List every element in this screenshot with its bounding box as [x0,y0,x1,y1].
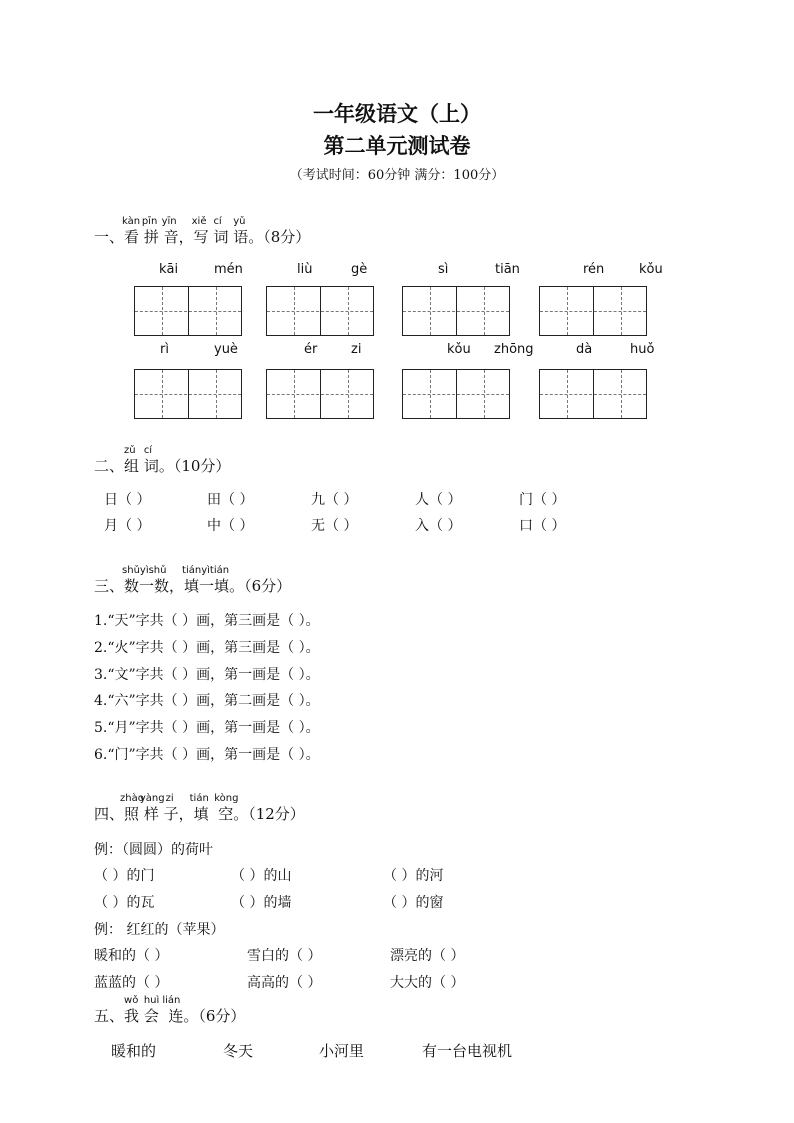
section4-score: 。（12分） [233,805,305,823]
pinyin-label: zi [351,342,362,357]
section1-prefix: 一、 [94,228,125,246]
match-item[interactable]: 冬天 [223,1042,254,1060]
section4-char: tián 填 [189,793,209,823]
section3-char: tiányìtián 填一填 [182,565,230,595]
pinyin: xiě [191,216,207,227]
section1-char: cí 词 [213,216,229,246]
section3-char: shǔyìshǔ 数一数 [122,565,170,595]
example-line: 例： 红红的（苹果） [94,922,225,938]
phrase-blank[interactable]: 大大的（ ） [390,975,465,991]
word-blank[interactable]: 入（ ） [415,518,462,534]
section5-score: 。（6分） [183,1007,246,1025]
pinyin: yīn [161,216,177,227]
pinyin: yàng [139,793,165,804]
section2-char: zǔ 组 [124,445,140,475]
section4-char: kòng 空 [214,793,239,823]
pinyin-label: gè [351,262,368,277]
pinyin-label: mén [214,262,243,277]
match-item[interactable]: 有一台电视机 [422,1042,513,1060]
pinyin-label: yuè [214,342,238,357]
pinyin: zi [165,793,174,804]
phrase-blank[interactable]: （ ）的窗 [383,895,444,911]
section2-char: cí 词 [143,445,159,475]
stroke-question[interactable]: 5.“月”字共（ ）画，第一画是（ ）。 [94,720,320,736]
section3-prefix: 三、 [94,577,125,595]
section5-heading [94,995,246,1026]
page-title: 一年级语文（上） [313,101,481,126]
phrase-blank[interactable]: 雪白的（ ） [247,948,322,964]
stroke-question[interactable]: 3.“文”字共（ ）画，第一画是（ ）。 [94,667,320,683]
word-blank[interactable]: 中（ ） [207,518,254,534]
word-blank[interactable]: 口（ ） [519,518,566,534]
pinyin: kòng [214,793,239,804]
pinyin: cí [213,216,222,227]
pinyin-label: kǒu [447,342,471,357]
section5-char: huì 会 [143,995,160,1025]
pinyin: lián [162,995,181,1006]
phrase-blank[interactable]: （ ）的墙 [231,895,292,911]
pinyin: tiányìtián [182,565,230,576]
section2-heading [94,445,231,476]
section5-prefix: 五、 [94,1007,125,1025]
pinyin-label: kǒu [639,262,663,277]
word-blank[interactable]: 门（ ） [519,492,566,508]
section3-score: 。（6分） [229,577,292,595]
pinyin: kàn [122,216,141,227]
pinyin-label: huǒ [630,342,655,357]
stroke-question[interactable]: 1.“天”字共（ ）画，第三画是（ ）。 [94,613,320,629]
section4-char: zhào 照 [120,793,144,823]
stroke-question[interactable]: 6.“门”字共（ ）画，第一画是（ ）。 [94,747,320,763]
pinyin: tián [189,793,209,804]
pinyin: wǒ [124,995,139,1006]
pinyin: shǔyìshǔ [122,565,167,576]
word-blank[interactable]: 月（ ） [104,518,151,534]
word-blank[interactable]: 无（ ） [311,518,358,534]
phrase-blank[interactable]: （ ）的山 [231,868,292,884]
writing-box[interactable] [539,286,647,336]
pinyin-label: tiān [495,262,520,277]
phrase-blank[interactable]: （ ）的瓦 [94,895,155,911]
writing-box[interactable] [266,369,374,419]
section3-heading: 三、 shǔyìshǔ 数一数， tiányìtián 填一填。（6分） [94,565,292,595]
section2-score: 。（10分） [158,457,231,475]
section1-heading: 一、 kàn 看 pīn 拼 yīn 音， xiě 写 cí 词 yǔ 语。（8分） [94,216,311,246]
section4-heading: 四、 zhào 照 yàng 样 zi 子， tián 填 kòng 空。（12分） [94,793,305,823]
pinyin-label: sì [438,262,449,277]
section4-char: yàng 样 [139,793,165,823]
pinyin: cí [143,445,153,456]
pinyin: pīn [141,216,158,227]
phrase-blank[interactable]: 暖和的（ ） [94,948,169,964]
section1-char: yīn 音 [161,216,179,246]
match-item[interactable]: 暖和的 [111,1042,157,1060]
writing-box[interactable] [402,286,510,336]
pinyin-label: zhōng [494,342,534,357]
writing-box[interactable] [266,286,374,336]
pinyin-label: kāi [159,262,179,277]
example-line: 例：（圆圆）的荷叶 [94,842,213,858]
word-blank[interactable]: 日（ ） [104,492,151,508]
pinyin: yǔ [233,216,246,227]
pinyin: zǔ [124,445,136,456]
section1-score: 。（8分） [248,228,311,246]
section4-prefix: 四、 [94,805,125,823]
section4-char: zi 子 [163,793,179,823]
section1-char: kàn 看 [122,216,141,246]
pinyin-label: dà [576,342,593,357]
writing-box[interactable] [402,369,510,419]
writing-box[interactable] [134,369,242,419]
stroke-question[interactable]: 2.“火”字共（ ）画，第三画是（ ）。 [94,640,320,656]
section5-char: wǒ 我 [124,995,140,1025]
section2-prefix: 二、 [94,457,125,475]
stroke-question[interactable]: 4.“六”字共（ ）画，第二画是（ ）。 [94,693,320,709]
pinyin-label: ér [304,342,318,357]
writing-box[interactable] [539,369,647,419]
pinyin-label: liù [297,262,313,277]
section1-char: xiě 写 [191,216,209,246]
pinyin-label: rén [583,262,605,277]
pinyin: zhào [120,793,144,804]
pinyin-label: rì [160,342,169,357]
phrase-blank[interactable]: （ ）的门 [94,868,155,884]
section5-char: lián 连 [162,995,184,1025]
word-blank[interactable]: 人（ ） [415,492,462,508]
writing-box[interactable] [134,286,242,336]
phrase-blank[interactable]: 漂亮的（ ） [390,948,465,964]
page-subtitle-title: 第二单元测试卷 [323,133,471,158]
section1-char: pīn 拼 [141,216,159,246]
word-blank[interactable]: 田（ ） [207,492,254,508]
phrase-blank[interactable]: （ ）的河 [383,868,444,884]
section1-char: yǔ 语 [233,216,249,246]
phrase-blank[interactable]: 高高的（ ） [247,975,322,991]
word-blank[interactable]: 九（ ） [311,492,358,508]
phrase-blank[interactable]: 蓝蓝的（ ） [94,975,169,991]
pinyin: huì [143,995,160,1006]
match-item[interactable]: 小河里 [319,1042,365,1060]
exam-info: （考试时间：60分钟 满分：100分） [289,168,505,183]
